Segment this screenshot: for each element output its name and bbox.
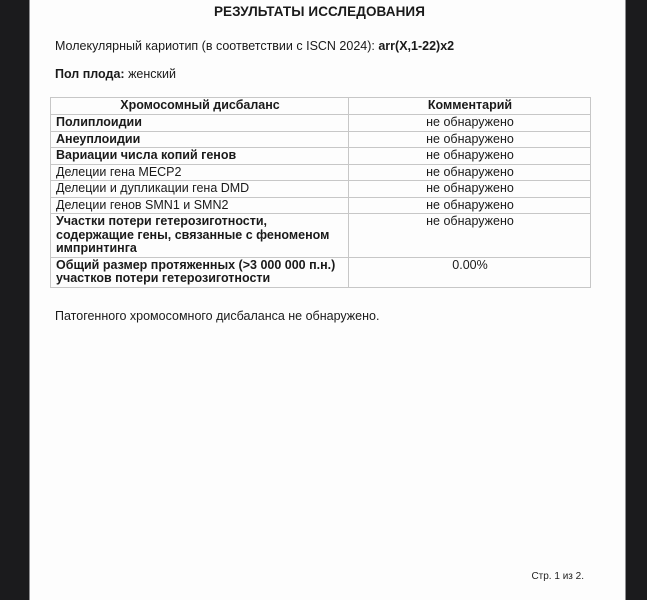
comment-cell: не обнаружено (349, 148, 591, 165)
table-row (51, 115, 591, 132)
page-title: РЕЗУЛЬТАТЫ ИССЛЕДОВАНИЯ (213, 4, 426, 19)
imbalance-cell: Участки потери гетерозиготности, содержащие гены, связанные с феноменом импринтинга (51, 214, 349, 258)
comment-cell: не обнаружено (349, 164, 591, 181)
column-header-imbalance: Хромосомный дисбаланс (51, 98, 349, 115)
comment-cell: не обнаружено (349, 131, 591, 148)
fetal-sex-line (50, 67, 589, 81)
report-page (29, 0, 626, 600)
table-row (51, 257, 591, 287)
table-header-row (51, 98, 591, 115)
table-row (51, 181, 591, 198)
imbalance-table (50, 97, 591, 288)
table-row (51, 164, 591, 181)
comment-cell: не обнаружено (349, 115, 591, 132)
column-header-comment: Комментарий (349, 98, 591, 115)
table-row (51, 214, 591, 258)
karyotype-line (50, 39, 589, 53)
imbalance-cell: Вариации числа копий генов (51, 148, 349, 165)
fetal-sex-label: Пол плода: (55, 67, 125, 81)
imbalance-cell: Делеции гена MECP2 (51, 164, 349, 181)
conclusion-text: Патогенного хромосомного дисбаланса не обнаружено. (55, 308, 380, 323)
karyotype-label: Молекулярный кариотип (в соответствии с ISCN 2024): (55, 39, 375, 53)
table-row (51, 197, 591, 214)
imbalance-cell: Общий размер протяженных (>3 000 000 п.н.) участков потери гетерозиготности (51, 257, 349, 287)
comment-cell: 0.00% (349, 257, 591, 287)
table-row (51, 148, 591, 165)
karyotype-value: arr(X,1-22)x2 (378, 39, 455, 53)
imbalance-cell: Делеции генов SMN1 и SMN2 (51, 197, 349, 214)
table-body (51, 115, 591, 288)
report-content (30, 0, 625, 323)
comment-cell: не обнаружено (349, 197, 591, 214)
comment-cell: не обнаружено (349, 214, 591, 258)
fetal-sex-value: женский (128, 67, 176, 81)
comment-cell: не обнаружено (349, 181, 591, 198)
table-row (51, 131, 591, 148)
page-number: Стр. 1 из 2. (531, 571, 584, 582)
imbalance-cell: Полиплоидии (51, 115, 349, 132)
imbalance-cell: Делеции и дупликации гена DMD (51, 181, 349, 198)
imbalance-cell: Анеуплоидии (51, 131, 349, 148)
